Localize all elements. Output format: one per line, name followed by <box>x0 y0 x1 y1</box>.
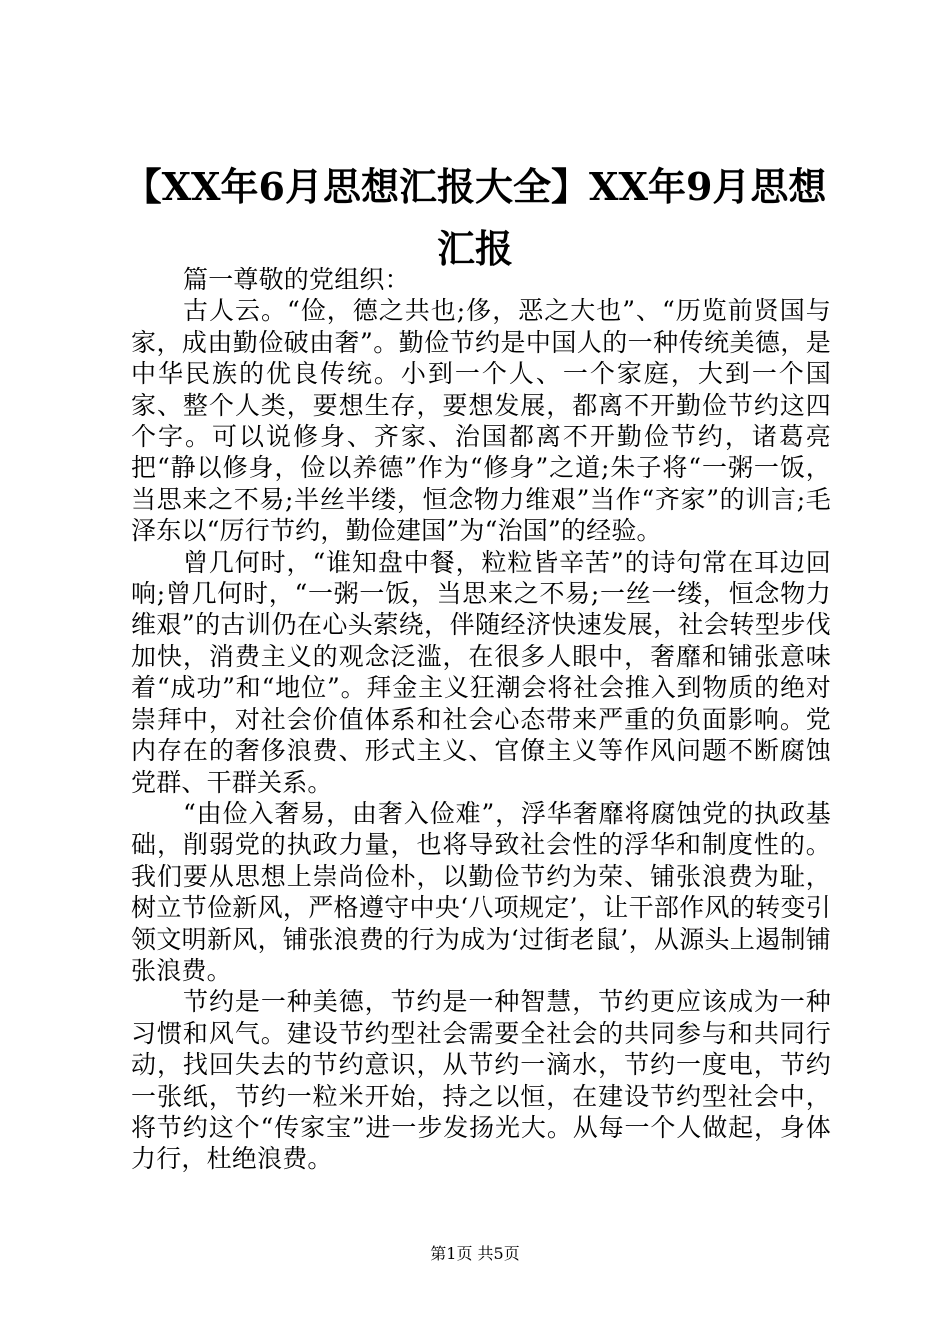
document-body <box>131 264 831 1175</box>
body-paragraph-4: 节约是一种美德，节约是一种智慧，节约更应该成为一种习惯和风气。建设节约型社会需要全社会的共同参与和共同行动，找回失去的节约意识，从节约一滴水，节约一度电，节约一张纸，节约一粒米开始，持之以恒，在建设节约型社会中，将节约这个“传家宝”进一步发扬光大。从每一个人做起，身体力行，杜绝浪费。 <box>131 987 831 1174</box>
page-footer: 第1页 共5页 <box>430 1244 520 1263</box>
document-title: 【XX年6月思想汇报大全】XX年9月思想汇报 <box>123 164 827 271</box>
body-paragraph-3: “由俭入奢易，由奢入俭难”，浮华奢靡将腐蚀党的执政基础，削弱党的执政力量，也将导致社会性的浮华和制度性的。我们要从思想上崇尚俭朴，以勤俭节约为荣、铺张浪费为耻，树立节俭新风，严格遵守中央‘八项规定’，让干部作风的转变引领文明新风，铺张浪费的行为成为‘过街老鼠’，从源头上遏制铺张浪费。 <box>131 798 831 985</box>
body-paragraph-2: 曾几何时，“谁知盘中餐，粒粒皆辛苦”的诗句常在耳边回响;曾几何时，“一粥一饭，当思来之不易;一丝一缕，恒念物力维艰”的古训仍在心头萦绕，伴随经济快速发展，社会转型步伐加快，消费主义的观念泛滥，在很多人眼中，奢靡和铺张意味着“成功”和“地位”。拜金主义狂潮会将社会推入到物质的绝对崇拜中，对社会价值体系和社会心态带来严重的负面影响。党内存在的奢侈浪费、形式主义、官僚主义等作风问题不断腐蚀党群、干群关系。 <box>131 547 831 797</box>
body-paragraph-1: 古人云。“俭，德之共也;侈，恶之大也”、“历览前贤国与家，成由勤俭破由奢”。勤俭节约是中国人的一种传统美德，是中华民族的优良传统。小到一个人、一个家庭，大到一个国家、整个人类，要想生存，要想发展，都离不开勤俭节约这四个字。可以说修身、齐家、治国都离不开勤俭节约，诸葛亮把“静以修身，俭以养德”作为“修身”之道;朱子将“一粥一饭，当思来之不易;半丝半缕，恒念物力维艰”当作“齐家”的训言;毛泽东以“厉行节约，勤俭建国”为“治国”的经验。 <box>131 296 831 546</box>
salutation-paragraph: 篇一尊敬的党组织： <box>183 265 410 294</box>
